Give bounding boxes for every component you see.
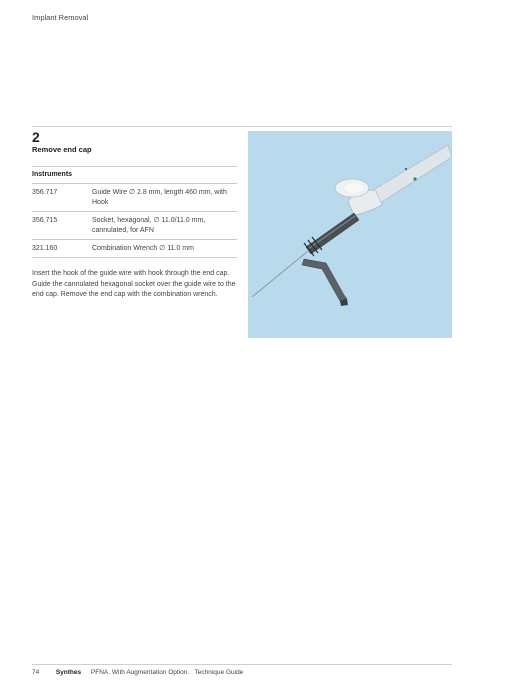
guide-label: Technique Guide <box>194 669 244 676</box>
combination-wrench <box>302 259 347 301</box>
row-divider <box>32 211 237 212</box>
footer <box>32 669 243 676</box>
instrument-description: Guide Wire ∅ 2.8 mm, length 460 mm, with Hook <box>92 189 227 206</box>
surgical-illustration <box>248 131 452 338</box>
page-number: 74 <box>32 669 40 676</box>
document-title: PFNA. With Augmentation Option. <box>90 669 190 676</box>
green-marker <box>413 177 416 180</box>
instruction-paragraph: Insert the hook of the guide wire with hook through the end cap. Guide the cannulated hexagonal socket over the guide wire to the end cap. Remove the end cap with the combination wrench. <box>32 270 236 298</box>
instrument-code: 321.160 <box>32 245 58 252</box>
instruments-heading: Instruments <box>32 171 73 178</box>
green-marker <box>405 168 407 170</box>
instrument-code: 356.717 <box>32 189 58 196</box>
section-header: Implant Removal <box>32 13 89 22</box>
instrument-code: 356.715 <box>32 217 58 224</box>
footer-divider <box>32 664 452 665</box>
nail-shaft <box>368 145 452 207</box>
brand-name: Synthes <box>55 669 82 676</box>
step-title: Remove end cap <box>32 145 92 154</box>
top-divider <box>32 126 452 127</box>
socket-highlight <box>308 216 355 249</box>
guide-wire <box>252 251 308 297</box>
instrument-description: Combination Wrench ∅ 11.0 mm <box>92 245 194 252</box>
step-number: 2 <box>32 129 40 145</box>
row-divider <box>32 257 237 258</box>
nail-head-highlight <box>345 183 363 193</box>
row-divider <box>32 239 237 240</box>
instrument-description: Socket, hexagonal, ∅ 11.0/11.0 mm, cannulated, for AFN <box>92 217 206 234</box>
surgical-illustration-svg <box>248 131 452 338</box>
instruments-top-rule <box>32 166 237 167</box>
instruments-header-rule <box>32 183 237 184</box>
